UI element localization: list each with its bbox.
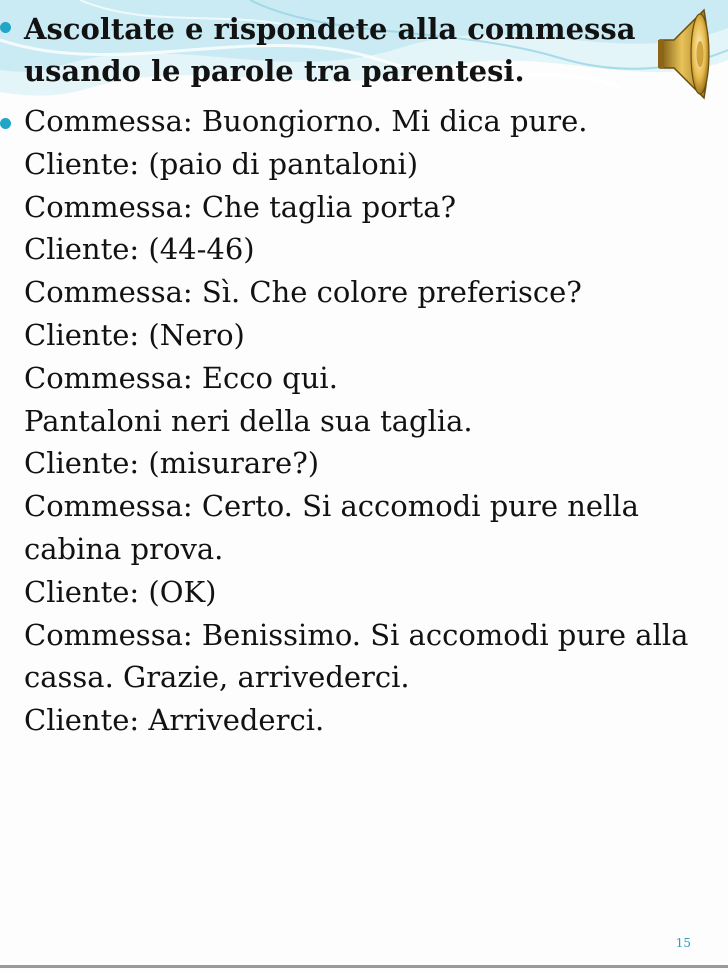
dialogue-line: Commessa: Certo. Si accomodi pure nella [24,489,639,524]
page-number: 15 [675,936,691,950]
dialogue-line: Cliente: (44-46) [24,232,255,267]
slide-heading [24,8,644,92]
dialogue-line: Commessa: Buongiorno. Mi dica pure. [24,104,588,138]
dialogue-line: Commessa: Sì. Che colore preferisce? [24,275,582,310]
dialogue-line: cassa. Grazie, arrivederci. [24,660,410,695]
dialogue-line: Cliente: Arrivederci. [24,703,325,738]
heading-line: Ascoltate e rispondete alla commessa [24,12,636,46]
dialogue-line: Cliente: (paio di pantaloni) [24,146,419,181]
bottom-divider [0,965,728,968]
dialogue-line: Cliente: (Nero) [24,317,245,352]
dialogue-line: Commessa: Che taglia porta? [24,189,457,224]
dialogue-block [24,100,714,742]
dialogue-line: cabina prova. [24,531,224,566]
heading-line: usando le parole tra parentesi. [24,54,525,88]
speaker-icon[interactable] [654,4,714,104]
bullet-icon [0,118,11,129]
bullet-icon [0,22,11,33]
dialogue-line: Pantaloni neri della sua taglia. [24,403,473,438]
dialogue-line: Commessa: Ecco qui. [24,360,338,395]
dialogue-line: Cliente: (misurare?) [24,446,320,481]
dialogue-line: Commessa: Benissimo. Si accomodi pure alla [24,617,689,652]
dialogue-line: Cliente: (OK) [24,574,217,609]
